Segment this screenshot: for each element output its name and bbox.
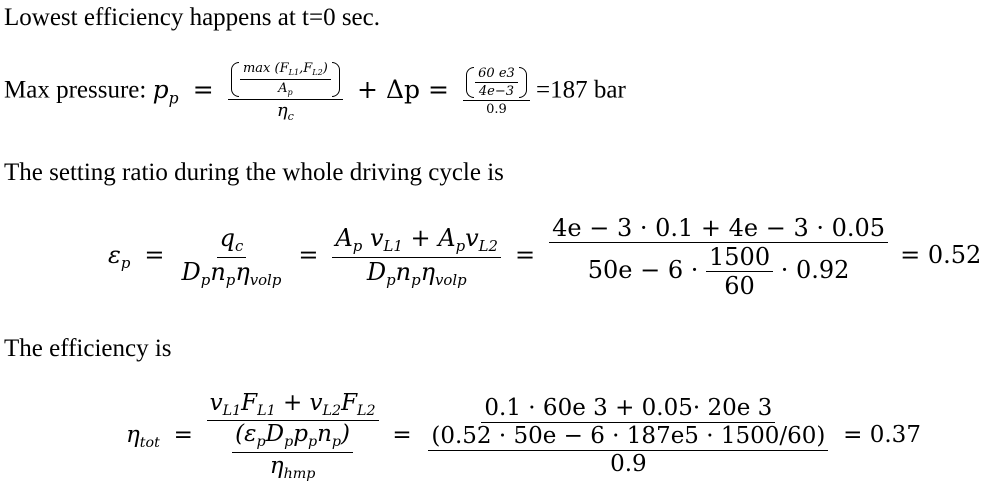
pressure-outer-fraction: $\frac{\frac{\max (F_{L1},F_{L2})}{A_p}}{\eta_c}$ (228, 62, 343, 122)
setting-ratio-result: = 0.52 (900, 240, 981, 269)
pressure-value-fraction: $\frac{\frac{60 e3}{4e-3}}{0.9}$ (463, 67, 530, 116)
setting-frac-3: 4e − 3 · 0.1 + 4e − 3 · 0.05 50e − 6 · $\frac{1500}{60}$ · 0.92 (549, 216, 888, 298)
epsilon-p: $\varepsilon_p$ (108, 240, 131, 272)
efficiency-frac-2: $\frac{0.1 \cdot 60e 3 + 0.05\cdot 20e 3}{\frac{(0.52 \cdot 50e - 6 \cdot 187e5 \cdot 1500/60)}{0.9}}$ (425, 397, 831, 476)
max-pressure-label: Max pressure: (4, 76, 147, 104)
pp-symbol: $p_p$ (152, 74, 179, 108)
equals-sign: = (192, 74, 214, 104)
setting-ratio-intro: The setting ratio during the whole driving cycle is (4, 159, 504, 186)
setting-frac-1: $\frac{q_c}{D_pn_p\eta_{volp}}$ (181, 224, 282, 289)
setting-frac-2: $\frac{A_p v_{L1} + A_pv_{L2}}{D_pn_p\eta_{volp}}$ (332, 226, 501, 287)
efficiency-result: = 0.37 (843, 421, 921, 448)
efficiency-intro: The efficiency is (4, 335, 172, 362)
plus-delta-p: + Δp = (357, 74, 449, 104)
pressure-inner-fraction: $\frac{\max (F_{L1},F_{L2})}{A_p}$ (240, 62, 331, 97)
efficiency-frac-1: $\frac{v_{L1}F_{L1} + v_{L2}F_{L2}}{\frac{(\varepsilon_pD_pp_pn_p)}{\eta_{hmp}}}$ (207, 392, 379, 481)
max-pressure-result: =187 bar (536, 76, 626, 104)
max-pressure-equation (4, 62, 626, 122)
setting-ratio-equation: $\varepsilon_p$ = $\frac{q_c}{D_pn_p\eta_{volp}}$ = $\frac{A_p v_{L1} + A_pv_{L2}}{D_pn_p\eta_{volp}}$ = 4e − 3 · 0.1 + 4e − 3 · 0.05 50e − 6 · $\frac{1500}{60}$ · 0.92 = 0.52 (108, 214, 981, 300)
line-lowest-efficiency: Lowest efficiency happens at t=0 sec. (4, 4, 381, 31)
eta-tot: $\eta_{tot}$ (126, 421, 160, 451)
efficiency-equation: $\eta_{tot}$ = $\frac{v_{L1}F_{L1} + v_{L2}F_{L2}}{\frac{(\varepsilon_pD_pp_pn_p)}{\eta_{hmp}}}$ = $\frac{0.1 \cdot 60e 3 + 0.05\cdot 20e 3}{\frac{(0.52 \cdot 50e - 6 \cdot 187e5 \cdot 1500/60)}{0.9}}$ = 0.37 (126, 390, 921, 482)
